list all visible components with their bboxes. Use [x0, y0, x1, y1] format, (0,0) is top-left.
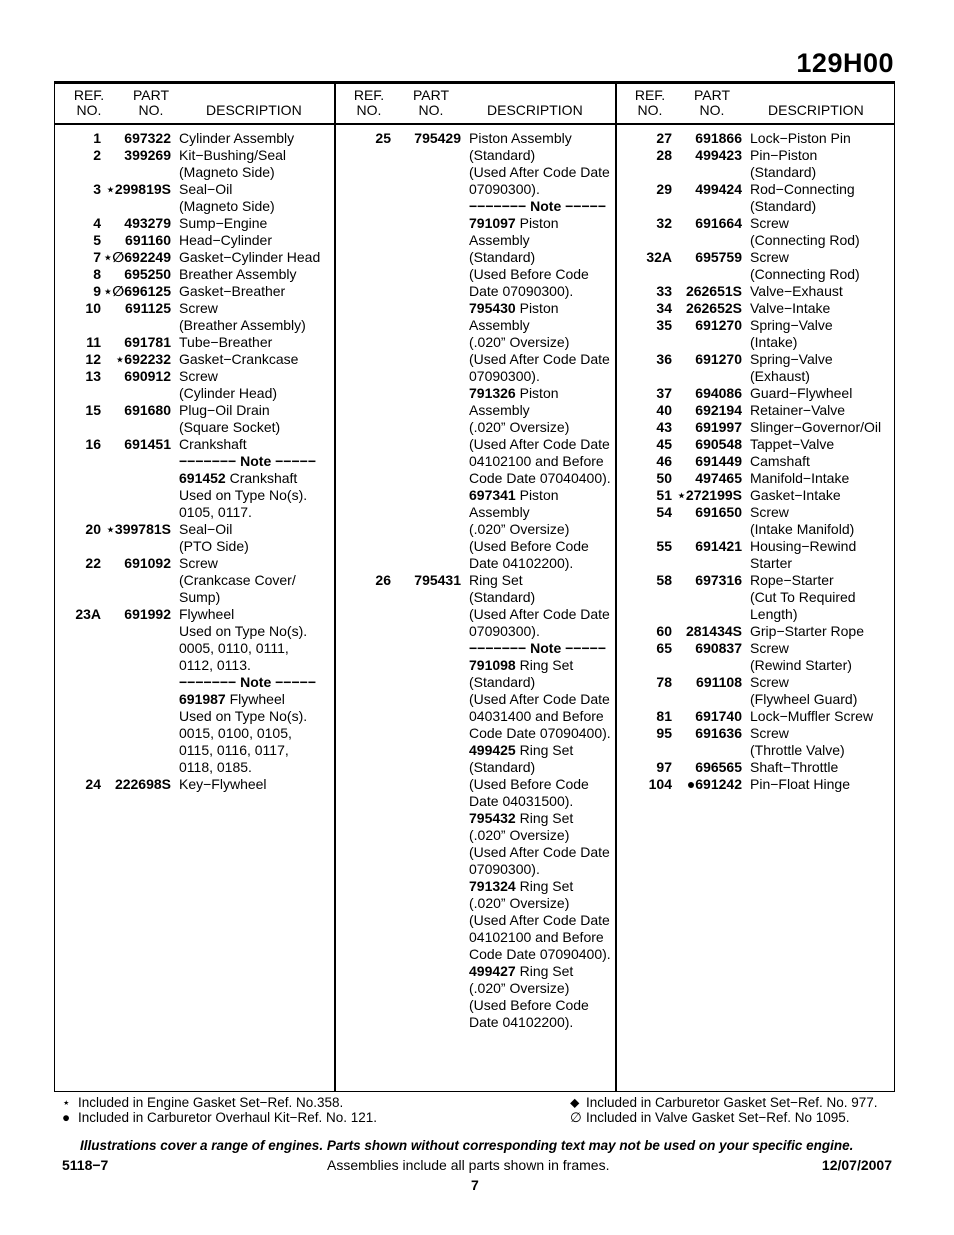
part-no: 795429	[414, 130, 461, 146]
parts-column-3	[617, 130, 896, 793]
note-row	[336, 198, 615, 215]
part-row	[55, 130, 334, 147]
alternate-part-description: Ring Set (.020” Oversize) (Used Before Code Date 04102200).	[469, 963, 589, 1030]
ref-no: 20	[85, 521, 101, 537]
part-row	[617, 215, 896, 249]
part-description: Valve−Exhaust	[750, 283, 843, 299]
ref-no: 54	[656, 504, 672, 520]
part-row	[336, 385, 615, 487]
model-number: 129H00	[796, 48, 894, 78]
part-row	[55, 436, 334, 453]
part-row	[55, 147, 334, 181]
part-row	[617, 317, 896, 351]
ref-no: 23A	[75, 606, 101, 622]
alternate-part-no: 499425	[469, 742, 516, 758]
part-description: Crankshaft	[179, 436, 247, 452]
part-row	[617, 776, 896, 793]
part-row	[617, 572, 896, 623]
part-description	[469, 215, 615, 300]
part-no: 281434S	[685, 623, 742, 639]
part-row	[617, 181, 896, 215]
part-description: Breather Assembly	[179, 266, 297, 282]
part-row	[617, 504, 896, 538]
alternate-part-description: Ring Set (Standard) (Used Before Code Date 04031500).	[469, 742, 589, 809]
ref-no: 51	[656, 487, 672, 503]
alternate-part-no: 795432	[469, 810, 516, 826]
description-header: DESCRIPTION	[206, 102, 302, 118]
alternate-part-description: Crankshaft Used on Type No(s). 0105, 0117.	[179, 470, 308, 520]
ref-no: 60	[656, 623, 672, 639]
part-no: 691992	[124, 606, 171, 622]
part-description: Rope−Starter (Cut To Required Length)	[750, 572, 856, 622]
footnote-carburetor-overhaul: ● Included in Carburetor Overhaul Kit−Ref. No. 121.	[62, 1110, 378, 1125]
part-row	[336, 742, 615, 810]
column-header-3	[617, 88, 896, 122]
part-no: ⋆272199S	[677, 487, 742, 503]
part-row	[55, 215, 334, 232]
part-no: 691270	[695, 317, 742, 333]
part-row	[617, 674, 896, 708]
part-description: Gasket−Crankcase	[179, 351, 299, 367]
part-description: Lock−Piston Pin	[750, 130, 851, 146]
ref-no: 37	[656, 385, 672, 401]
part-row	[617, 283, 896, 300]
part-description: Cylinder Assembly	[179, 130, 295, 146]
part-description	[469, 657, 615, 742]
part-no: 691270	[695, 351, 742, 367]
part-no: 692194	[695, 402, 742, 418]
part-description: Shaft−Throttle	[750, 759, 839, 775]
empty-set-icon: ∅	[570, 1110, 582, 1125]
ref-no: 22	[85, 555, 101, 571]
alternate-part-description: Piston Assembly (.020” Oversize) (Used After Code Date 07090300).	[469, 300, 610, 384]
part-no: 691781	[124, 334, 171, 350]
part-row	[617, 725, 896, 759]
part-row	[336, 657, 615, 742]
part-row	[617, 708, 896, 725]
part-no: ⋆692232	[115, 351, 171, 367]
part-description: Key−Flywheel	[179, 776, 267, 792]
ref-no-header: REF. NO.	[73, 87, 105, 118]
part-description: Seal−Oil (Magneto Side)	[179, 181, 275, 214]
part-no-header: PART NO.	[412, 87, 450, 118]
part-row	[617, 487, 896, 504]
description-header: DESCRIPTION	[487, 102, 583, 118]
part-row	[336, 215, 615, 300]
ref-no: 1	[93, 130, 101, 146]
part-description: Pin−Float Hinge	[750, 776, 851, 792]
part-no: 690912	[124, 368, 171, 384]
part-no: 695759	[695, 249, 742, 265]
part-no: 222698S	[114, 776, 171, 792]
assemblies-note: Assemblies include all parts shown in frames.	[327, 1157, 610, 1173]
ref-no: 104	[648, 776, 672, 792]
part-no: 795431	[414, 572, 461, 588]
ref-no: 58	[656, 572, 672, 588]
bullet-icon: ●	[62, 1110, 71, 1125]
part-description: Head−Cylinder	[179, 232, 272, 248]
part-description: Tube−Breather	[179, 334, 273, 350]
ref-no: 33	[656, 283, 672, 299]
alternate-part-no: 691452	[179, 470, 226, 486]
part-no: 691740	[695, 708, 742, 724]
alternate-part-description: Piston Assembly (Standard) (Used Before Code Date 07090300).	[469, 215, 589, 299]
page-number: 7	[471, 1177, 479, 1193]
ref-no: 8	[93, 266, 101, 282]
part-no: 690837	[695, 640, 742, 656]
part-no: 497465	[695, 470, 742, 486]
part-no: 691449	[695, 453, 742, 469]
part-description	[469, 300, 615, 385]
part-no: ⋆399781S	[106, 521, 171, 537]
part-description: Screw (Flywheel Guard)	[750, 674, 858, 707]
note-row	[55, 674, 334, 691]
ref-no: 97	[656, 759, 672, 775]
footnote-engine-gasket: ⋆ Included in Engine Gasket Set−Ref. No.358.	[62, 1095, 344, 1110]
part-description: Tappet−Valve	[750, 436, 835, 452]
part-no: 691664	[695, 215, 742, 231]
part-description: Pin−Piston (Standard)	[750, 147, 818, 180]
part-description: Flywheel Used on Type No(s). 0005, 0110, 0111, 0112, 0113.	[179, 606, 308, 673]
part-row	[55, 266, 334, 283]
note-row	[336, 640, 615, 657]
footnote-carburetor-gasket: ⬥ Included in Carburetor Gasket Set−Ref. No. 977.	[570, 1095, 878, 1110]
part-no: 499423	[695, 147, 742, 163]
part-row	[55, 606, 334, 674]
ref-no: 81	[656, 708, 672, 724]
part-row	[617, 759, 896, 776]
part-no: 691997	[695, 419, 742, 435]
column-header-2	[336, 88, 615, 122]
ref-no: 43	[656, 419, 672, 435]
parts-column-1	[55, 130, 334, 793]
part-no: 694086	[695, 385, 742, 401]
ref-no: 27	[656, 130, 672, 146]
ref-no-header: REF. NO.	[634, 87, 666, 118]
part-row	[617, 385, 896, 402]
part-description: Spring−Valve (Exhaust)	[750, 351, 833, 384]
part-description: Screw (Intake Manifold)	[750, 504, 855, 537]
part-description	[469, 963, 615, 1031]
part-description	[469, 810, 615, 878]
part-description: Grip−Starter Rope	[750, 623, 864, 639]
ref-no: 28	[656, 147, 672, 163]
part-row	[55, 351, 334, 368]
part-description: Screw (Connecting Rod)	[750, 249, 860, 282]
note-row	[55, 453, 334, 470]
part-row	[55, 691, 334, 776]
diamond-icon: ⬥	[570, 1095, 580, 1110]
ref-no: 32A	[646, 249, 672, 265]
part-description: Seal−Oil (PTO Side)	[179, 521, 249, 554]
part-no: 691680	[124, 402, 171, 418]
ref-no: 2	[93, 147, 101, 163]
ref-no: 4	[93, 215, 101, 231]
part-row	[55, 300, 334, 334]
parts-column-2	[336, 130, 615, 1031]
part-description: Housing−Rewind Starter	[750, 538, 857, 571]
part-row	[55, 283, 334, 300]
ref-no: 35	[656, 317, 672, 333]
part-row	[617, 419, 896, 436]
ref-no: 24	[85, 776, 101, 792]
part-row	[55, 521, 334, 555]
note-separator: −−−−−−− Note −−−−−	[469, 198, 606, 214]
part-no: 696565	[695, 759, 742, 775]
ref-no: 7	[93, 249, 101, 265]
part-description	[469, 385, 615, 487]
alternate-part-description: Flywheel Used on Type No(s). 0015, 0100, 0105, 0115, 0116, 0117, 0118, 0185.	[179, 691, 308, 775]
part-row	[55, 776, 334, 793]
part-no-header: PART NO.	[693, 87, 731, 118]
part-row	[336, 130, 615, 198]
part-description	[179, 470, 334, 521]
part-row	[617, 623, 896, 640]
ref-no: 5	[93, 232, 101, 248]
part-description: Screw (Throttle Valve)	[750, 725, 845, 758]
ref-no: 46	[656, 453, 672, 469]
description-header: DESCRIPTION	[768, 102, 864, 118]
part-description: Spring−Valve (Intake)	[750, 317, 833, 350]
part-description: Lock−Muffler Screw	[750, 708, 874, 724]
note-separator: −−−−−−− Note −−−−−	[179, 674, 316, 690]
part-description	[469, 742, 615, 810]
part-row	[617, 130, 896, 147]
part-no: 691451	[124, 436, 171, 452]
ref-no: 29	[656, 181, 672, 197]
part-description: Retainer−Valve	[750, 402, 846, 418]
part-description: Manifold−Intake	[750, 470, 850, 486]
part-description: Screw (Breather Assembly)	[179, 300, 306, 333]
part-description	[469, 878, 615, 963]
ref-no: 65	[656, 640, 672, 656]
header-rule	[55, 123, 894, 125]
ref-no: 9	[93, 283, 101, 299]
part-no: 691108	[696, 674, 742, 690]
part-no: 399269	[124, 147, 171, 163]
star-icon: ⋆	[62, 1095, 71, 1110]
part-no: 262652S	[685, 300, 742, 316]
part-description: Gasket−Cylinder Head	[179, 249, 321, 265]
part-description: Piston Assembly (Standard) (Used After Code Date 07090300).	[469, 130, 610, 197]
alternate-part-no: 697341	[469, 487, 516, 503]
part-no: 691636	[695, 725, 742, 741]
part-description: Gasket−Breather	[179, 283, 286, 299]
part-row	[617, 538, 896, 572]
alternate-part-description: Ring Set (.020” Oversize) (Used After Code Date 04102100 and Before Code Date 07090400).	[469, 878, 611, 962]
ref-no: 34	[656, 300, 672, 316]
ref-no-header: REF. NO.	[353, 87, 385, 118]
part-no: 691421	[695, 538, 742, 554]
part-row	[55, 402, 334, 436]
part-row	[55, 368, 334, 402]
part-no: 493279	[124, 215, 171, 231]
part-row	[336, 878, 615, 963]
part-row	[336, 810, 615, 878]
alternate-part-no: 795430	[469, 300, 516, 316]
part-no: ●691242	[686, 776, 742, 792]
part-row	[55, 249, 334, 266]
part-description: Plug−Oil Drain (Square Socket)	[179, 402, 281, 435]
part-row	[55, 232, 334, 249]
ref-no: 3	[93, 181, 101, 197]
ref-no: 55	[656, 538, 672, 554]
part-row	[617, 147, 896, 181]
ref-no: 11	[86, 334, 101, 350]
part-no: 691160	[125, 232, 171, 248]
part-no: 691125	[125, 300, 171, 316]
part-row	[617, 351, 896, 385]
part-no: 691650	[695, 504, 742, 520]
part-description: Gasket−Intake	[750, 487, 841, 503]
alternate-part-description: Piston Assembly (.020” Oversize) (Used After Code Date 04102100 and Before Code Date 07040400).	[469, 385, 611, 486]
ref-no: 26	[375, 572, 391, 588]
part-row	[55, 470, 334, 521]
part-row	[55, 181, 334, 215]
part-no: 695250	[124, 266, 171, 282]
alternate-part-no: 791098	[469, 657, 516, 673]
part-description: Screw (Rewind Starter)	[750, 640, 852, 673]
part-no: 697316	[695, 572, 742, 588]
part-row	[336, 963, 615, 1031]
part-row	[336, 487, 615, 572]
part-no-header: PART NO.	[132, 87, 170, 118]
alternate-part-description: Ring Set (Standard) (Used After Code Date 04031400 and Before Code Date 07090400).	[469, 657, 611, 741]
part-row	[55, 334, 334, 351]
part-row	[617, 249, 896, 283]
disclaimer: Illustrations cover a range of engines. Parts shown without corresponding text may not be used on your specific engine.	[80, 1138, 854, 1153]
ref-no: 40	[656, 402, 672, 418]
alternate-part-no: 791097	[469, 215, 516, 231]
part-row	[55, 555, 334, 606]
alternate-part-description: Piston Assembly (.020” Oversize) (Used Before Code Date 04102200).	[469, 487, 589, 571]
note-separator: −−−−−−− Note −−−−−	[179, 453, 316, 469]
part-no: ⋆∅692249	[103, 249, 171, 265]
alternate-part-no: 791326	[469, 385, 516, 401]
part-row	[336, 572, 615, 640]
alternate-part-no: 791324	[469, 878, 516, 894]
part-description: Screw (Crankcase Cover/ Sump)	[179, 555, 296, 605]
part-no: 262651S	[685, 283, 742, 299]
part-no: 690548	[695, 436, 742, 452]
part-no: ⋆299819S	[106, 181, 171, 197]
ref-no: 10	[85, 300, 101, 316]
part-no: 691866	[695, 130, 742, 146]
part-description: Screw (Connecting Rod)	[750, 215, 860, 248]
part-row	[617, 470, 896, 487]
parts-table	[54, 81, 895, 1092]
part-row	[617, 300, 896, 317]
ref-no: 36	[656, 351, 672, 367]
note-separator: −−−−−−− Note −−−−−	[469, 640, 606, 656]
part-description	[179, 691, 334, 776]
ref-no: 78	[656, 674, 672, 690]
document-date: 12/07/2007	[821, 1157, 892, 1173]
part-description: Sump−Engine	[179, 215, 268, 231]
alternate-part-no: 691987	[179, 691, 226, 707]
part-description	[469, 487, 615, 572]
part-no: 499424	[695, 181, 742, 197]
document-number: 5118−7	[62, 1157, 109, 1173]
part-no: ⋆∅696125	[103, 283, 171, 299]
ref-no: 50	[656, 470, 672, 486]
part-description: Screw (Cylinder Head)	[179, 368, 278, 401]
part-description: Kit−Bushing/Seal (Magneto Side)	[179, 147, 287, 180]
ref-no: 13	[85, 368, 101, 384]
ref-no: 12	[85, 351, 101, 367]
part-row	[617, 453, 896, 470]
ref-no: 16	[85, 436, 101, 452]
part-description: Valve−Intake	[750, 300, 831, 316]
alternate-part-no: 499427	[469, 963, 516, 979]
footnote-valve-gasket: ∅ Included in Valve Gasket Set−Ref. No 1095.	[570, 1110, 850, 1125]
ref-no: 32	[656, 215, 672, 231]
part-no: 697322	[124, 130, 171, 146]
part-description: Camshaft	[750, 453, 810, 469]
part-description: Guard−Flywheel	[750, 385, 853, 401]
alternate-part-description: Ring Set (.020” Oversize) (Used After Code Date 07090300).	[469, 810, 610, 877]
ref-no: 45	[656, 436, 672, 452]
ref-no: 15	[85, 402, 101, 418]
ref-no: 25	[375, 130, 391, 146]
part-row	[617, 436, 896, 453]
part-description: Slinger−Governor/Oil	[750, 419, 882, 435]
part-description: Rod−Connecting (Standard)	[750, 181, 855, 214]
column-header-1	[55, 88, 334, 122]
part-row	[617, 640, 896, 674]
part-row	[617, 402, 896, 419]
ref-no: 95	[656, 725, 672, 741]
part-no: 691092	[124, 555, 171, 571]
part-description: Ring Set (Standard) (Used After Code Date 07090300).	[469, 572, 610, 639]
part-row	[336, 300, 615, 385]
